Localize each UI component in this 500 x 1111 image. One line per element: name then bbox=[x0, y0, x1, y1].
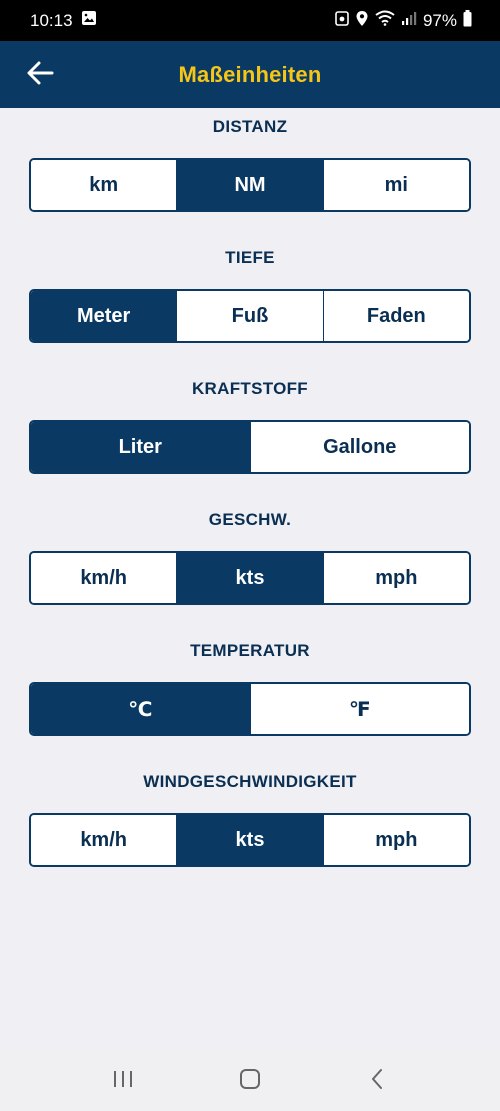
battery-icon bbox=[463, 10, 472, 32]
segmented-control-kraftstoff bbox=[29, 420, 471, 474]
status-left bbox=[30, 10, 97, 31]
section-label-distanz: DISTANZ bbox=[212, 117, 288, 136]
segmented-control-tiefe bbox=[29, 289, 471, 343]
home-icon bbox=[239, 1068, 261, 1095]
recent-apps-icon bbox=[112, 1070, 134, 1093]
option-temperatur-fahrenheit[interactable]: ℉ bbox=[250, 684, 470, 734]
option-tiefe-meter[interactable]: Meter bbox=[31, 291, 176, 341]
status-bar bbox=[0, 0, 500, 41]
option-distanz-km[interactable]: km bbox=[31, 160, 176, 210]
signal-icon bbox=[401, 11, 417, 31]
option-geschw-kts[interactable]: kts bbox=[176, 553, 322, 603]
segmented-control-geschw bbox=[29, 551, 471, 605]
option-kraftstoff-gallone[interactable]: Gallone bbox=[250, 422, 470, 472]
system-back-button[interactable] bbox=[357, 1062, 397, 1102]
option-kraftstoff-liter[interactable]: Liter bbox=[31, 422, 250, 472]
option-geschw-kmh[interactable]: km/h bbox=[31, 553, 176, 603]
app-bar bbox=[0, 41, 500, 108]
status-time: 10:13 bbox=[30, 10, 73, 30]
arrow-left-icon bbox=[26, 60, 54, 91]
back-icon bbox=[370, 1068, 384, 1095]
option-distanz-mi[interactable]: mi bbox=[323, 160, 469, 210]
camera-badge-icon bbox=[335, 10, 349, 31]
section-label-kraftstoff: KRAFTSTOFF bbox=[191, 379, 308, 398]
segmented-control-windgeschwindigkeit bbox=[29, 813, 471, 867]
battery-percentage: 97% bbox=[422, 10, 457, 30]
section-label-windgeschwindigkeit: WINDGESCHWINDIGKEIT bbox=[143, 772, 357, 791]
recent-apps-button[interactable] bbox=[103, 1062, 143, 1102]
segmented-control-temperatur bbox=[29, 682, 471, 736]
option-geschw-mph[interactable]: mph bbox=[323, 553, 469, 603]
option-distanz-nm[interactable]: NM bbox=[176, 160, 322, 210]
option-wind-kmh[interactable]: km/h bbox=[31, 815, 176, 865]
option-tiefe-faden[interactable]: Faden bbox=[323, 291, 469, 341]
option-wind-kts[interactable]: kts bbox=[176, 815, 322, 865]
section-label-tiefe: TIEFE bbox=[225, 248, 275, 267]
wifi-icon bbox=[375, 10, 395, 31]
home-button[interactable] bbox=[230, 1062, 270, 1102]
system-nav-bar bbox=[0, 1052, 500, 1111]
status-right bbox=[335, 10, 472, 32]
image-icon bbox=[81, 10, 97, 31]
page-title: Maßeinheiten bbox=[178, 61, 322, 87]
section-label-geschw: GESCHW. bbox=[208, 510, 292, 529]
option-tiefe-fuss[interactable]: Fuß bbox=[176, 291, 322, 341]
segmented-control-distanz bbox=[29, 158, 471, 212]
option-temperatur-celsius[interactable]: ℃ bbox=[31, 684, 250, 734]
location-icon bbox=[355, 10, 369, 32]
section-label-temperatur: TEMPERATUR bbox=[190, 641, 310, 660]
back-button[interactable] bbox=[20, 55, 60, 95]
option-wind-mph[interactable]: mph bbox=[323, 815, 469, 865]
